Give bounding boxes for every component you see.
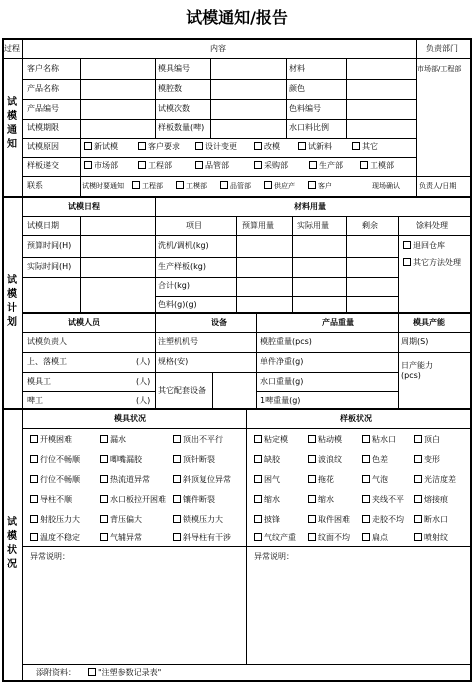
notice-row-line [22,157,416,158]
reason-option[interactable]: 试新料 [298,142,332,152]
plan-col [212,372,213,408]
checkbox[interactable] [30,435,38,443]
sample-status-option[interactable]: 变形 [414,455,440,465]
plan-row-line [22,312,470,314]
checkbox[interactable] [30,533,38,541]
notice-row-line [22,119,416,120]
mold-worker-label: 模具工 [27,377,51,386]
checkbox[interactable] [308,515,316,523]
sample-status-heading: 样板状况 [340,414,372,423]
checkbox[interactable] [173,495,181,503]
checkbox[interactable] [173,455,181,463]
checkbox[interactable] [414,515,422,523]
reason-option[interactable]: 设计变更 [195,142,237,152]
sample-status-option[interactable]: 顶白 [414,435,440,445]
plan-section-label: 试模计划 [7,275,17,328]
checkbox[interactable] [414,533,422,541]
sample-qty-label: 样板数量(啤) [158,123,205,132]
sample-status-option[interactable]: 色差 [362,455,388,465]
cycle-label: 周期(S) [401,337,429,346]
reason-label: 试模原因 [27,142,59,151]
sample-status-option[interactable]: 喷射纹 [414,533,448,543]
delivery-option[interactable]: 生产部 [309,161,343,171]
sample-anomaly-note[interactable]: 异常说明： [254,552,294,561]
mold-status-option[interactable]: 斜导柱有干涉 [173,533,231,543]
reason-option[interactable]: 其它 [352,142,378,152]
checkbox[interactable] [254,495,262,503]
sample-status-option[interactable]: 扁点 [362,533,388,543]
beer-worker-label: 啤工 [27,396,43,405]
checkbox[interactable] [352,142,360,150]
mold-capacity-heading: 模具产能 [413,318,445,327]
checkbox[interactable] [362,495,370,503]
checkbox[interactable] [100,515,108,523]
notice-col [210,58,211,138]
equipment-heading: 设备 [211,318,227,327]
mold-status-option[interactable]: 水口板拉开困难 [100,495,166,505]
one-shot-weight-label: 1啤重量(g) [260,396,301,405]
status-row-line [22,546,470,547]
checkbox[interactable] [414,495,422,503]
attachment-option[interactable]: "注塑参数记录表" [88,668,161,678]
contact-option[interactable]: 供应产 [264,181,295,191]
status-row-line [22,428,470,429]
plan-col [346,216,347,312]
sample-status-option[interactable]: 熔接痕 [414,495,448,505]
contact-note: 试模时要通知 [82,182,124,190]
checkbox[interactable] [362,475,370,483]
checkbox[interactable] [100,455,108,463]
checkbox[interactable] [414,435,422,443]
mold-status-option[interactable]: 射胶压力大 [30,515,80,525]
checkbox[interactable] [362,455,370,463]
checkbox[interactable] [84,161,92,169]
checkbox[interactable] [100,475,108,483]
plan-row-line [22,257,398,258]
material-label: 材料 [289,64,305,73]
sample-status-option[interactable]: 气泡 [362,475,388,485]
plan-row-line [155,296,398,297]
checkbox[interactable] [100,533,108,541]
checkbox[interactable] [84,142,92,150]
contact-label: 联系 [27,181,43,190]
checkbox[interactable] [30,455,38,463]
plan-row-line [22,277,398,278]
delivery-option[interactable]: 工模部 [360,161,394,171]
remain-col-header: 剩余 [362,221,378,230]
mold-status-option[interactable]: 唧嘴漏胶 [100,455,142,465]
contact-option[interactable]: 客户 [308,181,332,191]
checkbox[interactable] [254,515,262,523]
budget-time-label: 预算时间(H) [27,241,72,250]
sample-status-option[interactable]: 波浪纹 [308,455,342,465]
sample-status-option[interactable]: 粘水口 [362,435,396,445]
notice-row-line [22,138,416,139]
return-stock-option[interactable]: 退回仓库 [403,241,445,251]
sample-status-option[interactable]: 缩水 [254,495,280,505]
pigment-label: 色料(g)(g) [158,300,197,309]
reason-option[interactable]: 新试模 [84,142,118,152]
mold-status-option[interactable]: 行位不畅顺 [30,455,80,465]
mold-status-option[interactable]: 顶出不平行 [173,435,223,445]
checkbox[interactable] [138,161,146,169]
notice-section-label: 试模通知 [7,97,17,150]
personnel-heading: 试模人员 [68,318,100,327]
checkbox[interactable] [308,181,316,189]
notice-dept-label: 市场部/工程部 [417,65,462,73]
notice-end-line [2,196,472,198]
mold-status-option[interactable]: 锁模压力大 [173,515,223,525]
col-process-divider [22,38,23,680]
mold-status-option[interactable]: 行位不畅顺 [30,475,80,485]
sample-status-option[interactable]: 光洁度差 [414,475,456,485]
notice-row-line [22,99,416,100]
mold-worker-unit: (人) [136,377,151,386]
checkbox[interactable] [308,455,316,463]
plan-end-line [2,408,472,410]
checkbox[interactable] [173,475,181,483]
checkbox[interactable] [414,455,422,463]
header-department: 负责部门 [426,44,458,53]
frame-top [2,38,472,40]
mold-no-label: 模具编号 [158,64,190,73]
product-weight-heading: 产品重量 [322,318,354,327]
delivery-option[interactable]: 品管部 [195,161,229,171]
plan-row-line [22,332,470,333]
mold-status-option[interactable]: 顶针断裂 [173,455,215,465]
sample-status-option[interactable]: 粘动模 [308,435,342,445]
plan-col [256,312,257,408]
actual-col-header: 实际用量 [297,221,329,230]
checkbox[interactable] [403,241,411,249]
trial-date-heading: 试模日程 [68,202,100,211]
mold-status-option[interactable]: 背压偏大 [100,515,142,525]
checkbox[interactable] [254,475,262,483]
reason-option[interactable]: 客户要求 [138,142,180,152]
checkbox[interactable] [362,435,370,443]
nozzle-ratio-label: 水口料比例 [289,123,329,132]
setup-worker-label: 上、落模工 [27,357,67,366]
checkbox[interactable] [308,495,316,503]
notice-row-line [22,176,472,177]
sample-status-option[interactable]: 拖花 [308,475,334,485]
checkbox[interactable] [362,515,370,523]
trial-count-label: 试模次数 [158,104,190,113]
material-usage-heading: 材料用量 [294,202,326,211]
col-dept-divider [416,38,417,196]
checkbox[interactable] [195,161,203,169]
plan-col [398,216,399,312]
mold-status-option[interactable]: 气辅异常 [100,533,142,543]
contact-tail: 现场确认 [372,182,400,190]
checkbox[interactable] [30,495,38,503]
checkbox[interactable] [30,475,38,483]
plan-row-line [22,235,470,236]
sample-status-option[interactable]: 困气 [254,475,280,485]
status-col-divider [246,408,247,664]
sample-status-option[interactable]: 断水口 [414,515,448,525]
injection-machine-label: 注塑机机号 [158,337,198,346]
sample-status-option[interactable]: 缺胶 [254,455,280,465]
frame-bottom [2,680,472,682]
beer-worker-unit: (人) [136,396,151,405]
product-no-label: 产品编号 [27,104,59,113]
responsible-label: 负责人/日期 [419,182,457,190]
mold-status-option[interactable]: 导柱不顺 [30,495,72,505]
notice-col [155,58,156,138]
plan-row-line [256,391,398,392]
sample-status-option[interactable]: 披锋 [254,515,280,525]
checkbox[interactable] [173,515,181,523]
delivery-option[interactable]: 市场部 [84,161,118,171]
checkbox[interactable] [220,181,228,189]
unit-net-label: 单件净重(g) [260,357,304,366]
checkbox[interactable] [138,142,146,150]
contact-option[interactable]: 品管部 [220,181,251,191]
mold-status-option[interactable]: 温度不稳定 [30,533,80,543]
mold-status-option[interactable]: 开模困难 [30,435,72,445]
customer-name-label: 客户名称 [27,64,59,73]
plan-col [398,312,399,408]
checkbox[interactable] [309,161,317,169]
sample-status-option[interactable]: 缩水 [308,495,334,505]
frame-right [470,38,472,680]
checkbox[interactable] [254,142,262,150]
plan-col [80,216,81,312]
sample-status-option[interactable]: 走胶不均 [362,515,404,525]
plan-row-line [22,372,398,373]
attachment-label: 添附资料： [36,668,76,677]
date-col-header: 试模日期 [27,221,59,230]
checkbox[interactable] [308,475,316,483]
checkbox[interactable] [414,475,422,483]
notice-col [80,58,81,196]
plan-row-line [22,352,470,353]
delivery-option[interactable]: 采购部 [254,161,288,171]
header-content: 内容 [210,44,226,53]
checkbox[interactable] [254,455,262,463]
sample-status-option[interactable]: 气纹产重 [254,533,296,543]
header-process: 过程 [4,44,20,53]
mold-status-option[interactable]: 镶件断裂 [173,495,215,505]
plan-col [236,216,237,312]
product-name-label: 产品名称 [27,84,59,93]
notice-col [346,58,347,138]
checkbox[interactable] [176,181,184,189]
color-label: 颜色 [289,84,305,93]
budget-col-header: 预算用量 [242,221,274,230]
checkbox[interactable] [132,181,140,189]
checkbox[interactable] [360,161,368,169]
checkbox[interactable] [362,533,370,541]
plan-row-line [22,216,470,217]
plan-col [292,216,293,312]
checkbox[interactable] [88,668,96,676]
status-section-label: 试模状况 [7,517,17,570]
spec-label: 规格(安) [158,357,189,366]
checkbox[interactable] [254,435,262,443]
checkbox[interactable] [298,142,306,150]
checkbox[interactable] [30,515,38,523]
sample-status-option[interactable]: 取件困难 [308,515,350,525]
reason-option[interactable]: 改模 [254,142,280,152]
other-equipment-label: 其它配套设备 [158,386,206,395]
status-row-line [22,664,470,665]
checkbox[interactable] [403,258,411,266]
nozzle-weight-label: 水口重量(g) [260,377,304,386]
notice-col [286,58,287,138]
plan-row-line [22,391,155,392]
checkbox[interactable] [173,533,181,541]
plan-col [155,196,156,408]
mold-anomaly-note[interactable]: 异常说明： [30,552,70,561]
mix-machine-label: 洗机/调机(kg) [158,241,209,250]
checkbox[interactable] [308,435,316,443]
actual-time-label: 实际时间(H) [27,262,72,271]
contact-option[interactable]: 工模部 [176,181,207,191]
cavity-count-label: 模腔数 [158,84,182,93]
sample-status-option[interactable]: 夹线不平 [362,495,404,505]
leftover-col-header: 馀料处理 [416,221,448,230]
checkbox[interactable] [264,181,272,189]
cavity-weight-label: 模腔重量(pcs) [260,337,312,346]
color-no-label: 色料编号 [289,104,321,113]
setup-worker-unit: (人) [136,357,151,366]
checkbox[interactable] [254,161,262,169]
checkbox[interactable] [100,435,108,443]
trial-deadline-label: 试模期限 [27,123,59,132]
sample-status-option[interactable]: 粘定模 [254,435,288,445]
mold-status-option[interactable]: 热流道异常 [100,475,150,485]
production-sample-label: 生产样板(kg) [158,262,206,271]
checkbox[interactable] [173,435,181,443]
header-divider [2,58,472,59]
total-label: 合计(kg) [158,281,190,290]
trial-lead-label: 试模负责人 [27,337,67,346]
mold-status-heading: 模具状况 [114,414,146,423]
notice-row-line [22,79,416,80]
checkbox[interactable] [254,533,262,541]
sample-delivery-label: 样板递交 [27,161,59,170]
form-title: 试模通知/报告 [186,8,288,27]
delivery-option[interactable]: 工程部 [138,161,172,171]
item-col-header: 项目 [186,221,202,230]
other-method-option[interactable]: 其它方法处理 [403,258,461,268]
checkbox[interactable] [100,495,108,503]
frame-left [2,38,4,680]
checkbox[interactable] [308,533,316,541]
mold-status-option[interactable]: 斜顶复位异常 [173,475,231,485]
daily-capacity-label: 日产能力(pcs) [401,361,433,380]
sample-status-option[interactable]: 纹面不均 [308,533,350,543]
contact-option[interactable]: 工程部 [132,181,163,191]
mold-status-option[interactable]: 漏水 [100,435,126,445]
checkbox[interactable] [195,142,203,150]
